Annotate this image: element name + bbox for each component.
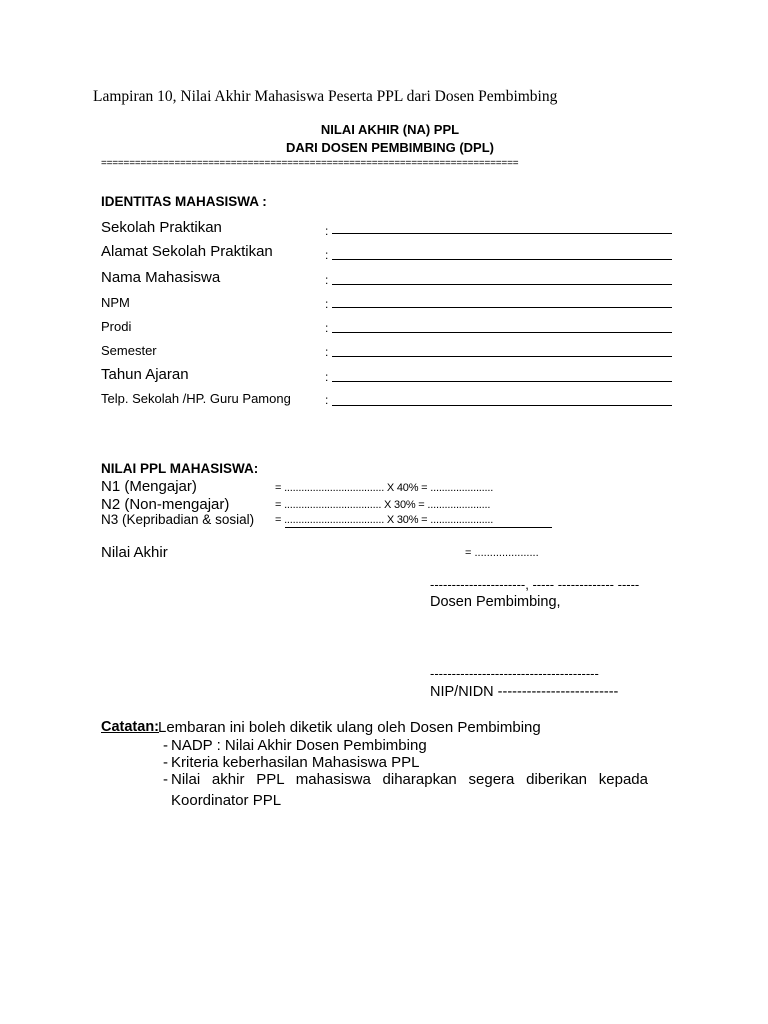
bullet-dash: - <box>163 737 168 754</box>
field-input-prodi[interactable] <box>332 332 672 333</box>
field-colon: : <box>325 297 329 311</box>
field-input-nama[interactable] <box>332 284 672 285</box>
field-label-semester: Semester <box>101 343 157 358</box>
field-label-nama: Nama Mahasiswa <box>101 269 221 286</box>
field-colon: : <box>325 393 329 407</box>
catatan-text: Lembaran ini boleh diketik ulang oleh Dosen Pembimbing <box>158 719 541 736</box>
separator-line: ========================================================================== <box>101 158 519 169</box>
nilai-akhir-label: Nilai Akhir <box>101 544 168 561</box>
field-colon: : <box>325 224 329 238</box>
place-date-line: ----------------------, ----- ------------- ----- <box>430 577 640 592</box>
sum-underline <box>285 527 552 528</box>
field-colon: : <box>325 273 329 287</box>
catatan-bullet-2: Kriteria keberhasilan Mahasiswa PPL <box>171 754 420 771</box>
field-input-telp[interactable] <box>332 405 672 406</box>
nilai-akhir-value: = ..................... <box>465 547 539 559</box>
catatan-continuation: Koordinator PPL <box>171 792 282 809</box>
field-input-sekolah[interactable] <box>332 233 672 234</box>
nilai-formula-n1: = ................................... X 40% = ...................... <box>275 482 494 494</box>
bullet-dash: - <box>163 771 168 788</box>
bullet-dash: - <box>163 754 168 771</box>
field-colon: : <box>325 321 329 335</box>
attachment-caption: Lampiran 10, Nilai Akhir Mahasiswa Peserta PPL dari Dosen Pembimbing <box>93 88 558 105</box>
field-label-sekolah: Sekolah Praktikan <box>101 219 222 236</box>
catatan-label: Catatan: <box>101 719 160 735</box>
field-label-telp: Telp. Sekolah /HP. Guru Pamong <box>101 391 291 406</box>
field-colon: : <box>325 248 329 262</box>
nilai-label-n1: N1 (Mengajar) <box>101 478 197 495</box>
field-label-prodi: Prodi <box>101 319 132 334</box>
nilai-heading: NILAI PPL MAHASISWA: <box>101 461 259 476</box>
nilai-label-n2: N2 (Non-mengajar) <box>101 496 230 513</box>
field-input-alamat[interactable] <box>332 259 672 260</box>
document-subtitle: DARI DOSEN PEMBIMBING (DPL) <box>286 140 494 155</box>
signature-role: Dosen Pembimbing, <box>430 594 561 610</box>
field-colon: : <box>325 345 329 359</box>
field-colon: : <box>325 370 329 384</box>
field-input-semester[interactable] <box>332 356 672 357</box>
document-title: NILAI AKHIR (NA) PPL <box>320 122 460 137</box>
signature-nip: NIP/NIDN ------------------------- <box>430 684 619 700</box>
nilai-formula-n2: = .................................. X 30% = ...................... <box>275 499 491 511</box>
catatan-bullet-3: Nilai akhir PPL mahasiswa diharapkan segera diberikan kepada <box>171 771 648 788</box>
field-label-npm: NPM <box>101 295 130 310</box>
field-label-tahun: Tahun Ajaran <box>101 366 189 383</box>
nilai-formula-n3: = ................................... X 30% = ...................... <box>275 514 494 526</box>
field-input-tahun[interactable] <box>332 381 672 382</box>
field-input-npm[interactable] <box>332 307 672 308</box>
identitas-heading: IDENTITAS MAHASISWA : <box>101 194 267 209</box>
catatan-bullet-1: NADP : Nilai Akhir Dosen Pembimbing <box>171 737 427 754</box>
field-label-alamat: Alamat Sekolah Praktikan <box>101 243 273 260</box>
signature-name-line: --------------------------------------- <box>430 666 599 681</box>
nilai-label-n3: N3 (Kepribadian & sosial) <box>101 512 255 527</box>
